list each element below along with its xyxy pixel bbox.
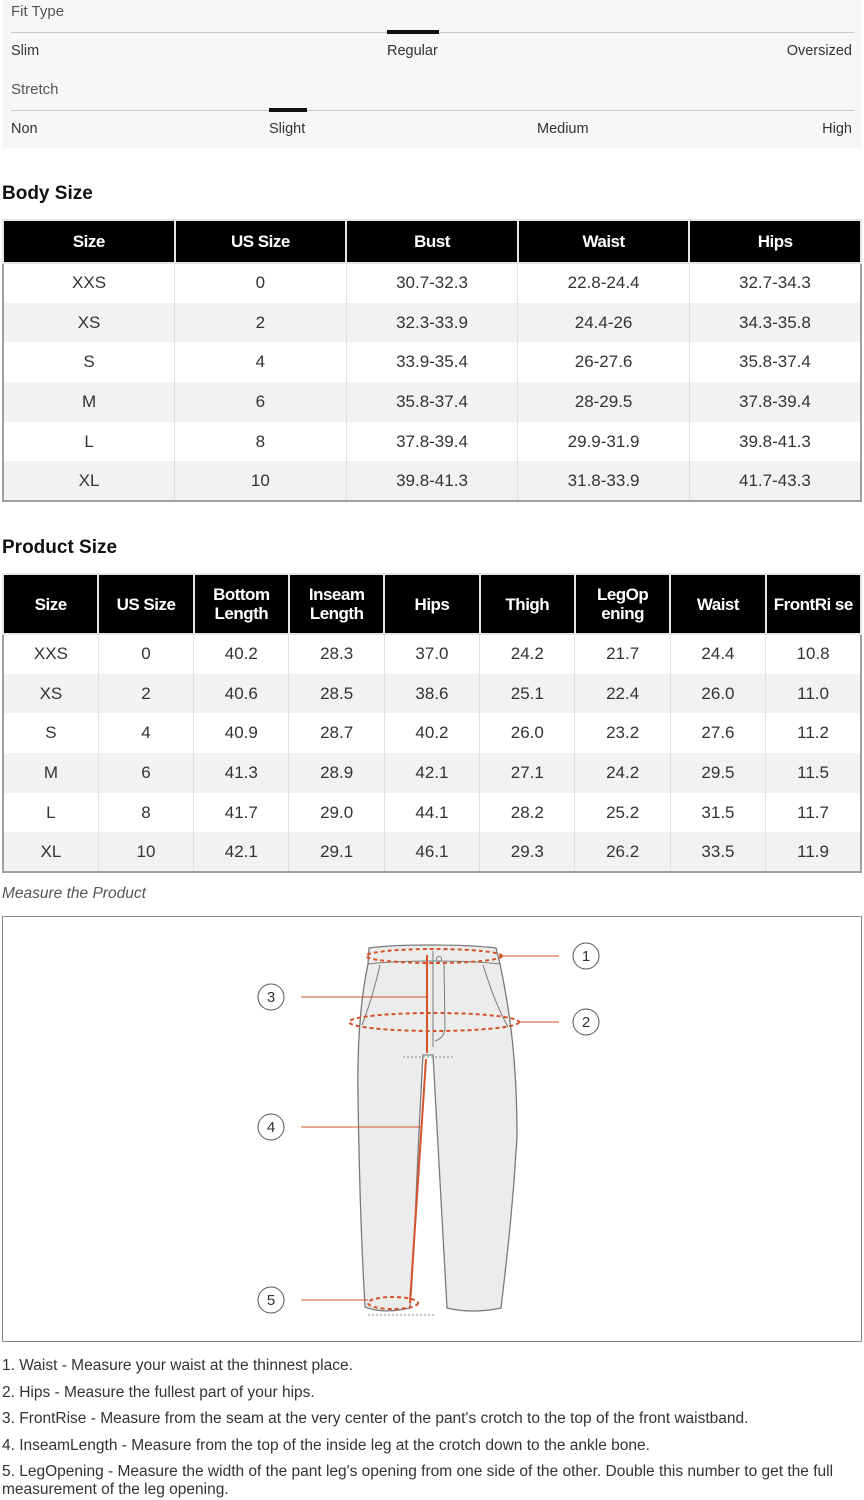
fit-type-marker	[387, 30, 439, 34]
stretch-scale	[11, 110, 854, 111]
table-cell: 40.2	[194, 634, 289, 674]
table-cell: 41.7	[194, 793, 289, 833]
table-cell: 24.2	[575, 753, 670, 793]
fit-type-title: Fit Type	[11, 3, 65, 20]
table-cell: XS	[3, 674, 98, 714]
callout-1	[573, 943, 599, 969]
table-cell: 28.7	[289, 713, 384, 753]
table-row	[3, 303, 861, 343]
table-row	[3, 342, 861, 382]
callout-5	[258, 1287, 284, 1313]
table-row	[3, 461, 861, 501]
table-cell: 37.8-39.4	[689, 382, 861, 422]
column-header: Hips	[689, 220, 861, 263]
table-cell: 30.7-32.3	[346, 263, 518, 303]
column-header: Size	[3, 220, 175, 263]
table-row	[3, 713, 861, 753]
table-cell: 40.6	[194, 674, 289, 714]
table-cell: XL	[3, 832, 98, 872]
pants-illustration	[358, 945, 517, 1311]
fit-stretch-panel	[2, 0, 862, 148]
note-inseam-length: 4. InseamLength - Measure from the top of the inside leg at the crotch down to the ankle bone.	[2, 1436, 650, 1454]
table-cell: 0	[175, 263, 347, 303]
table-cell: 28.3	[289, 634, 384, 674]
table-row	[3, 753, 861, 793]
svg-text:2: 2	[581, 1014, 591, 1031]
table-cell: 39.8-41.3	[346, 461, 518, 501]
table-header-row	[3, 220, 861, 263]
table-cell: 28.9	[289, 753, 384, 793]
table-cell: 22.8-24.4	[518, 263, 690, 303]
table-cell: M	[3, 382, 175, 422]
callout-2	[573, 1009, 599, 1035]
fit-option-oversized: Oversized	[786, 43, 852, 59]
table-cell: 32.3-33.9	[346, 303, 518, 343]
table-cell: 6	[98, 753, 193, 793]
column-header: FrontRi se	[766, 574, 861, 634]
table-cell: 29.1	[289, 832, 384, 872]
table-cell: 25.2	[575, 793, 670, 833]
table-row	[3, 634, 861, 674]
body-size-table	[2, 219, 862, 502]
table-cell: M	[3, 753, 98, 793]
table-cell: 4	[175, 342, 347, 382]
table-cell: 2	[98, 674, 193, 714]
table-cell: 24.4	[670, 634, 765, 674]
table-cell: 10	[175, 461, 347, 501]
table-cell: 24.2	[480, 634, 575, 674]
table-cell: 26-27.6	[518, 342, 690, 382]
table-cell: 2	[175, 303, 347, 343]
column-header: US Size	[175, 220, 347, 263]
table-cell: 44.1	[384, 793, 479, 833]
table-cell: 10	[98, 832, 193, 872]
table-row	[3, 422, 861, 462]
table-header-row	[3, 574, 861, 634]
table-cell: XXS	[3, 634, 98, 674]
table-cell: 26.0	[480, 713, 575, 753]
column-header: Bust	[346, 220, 518, 263]
table-row	[3, 263, 861, 303]
note-waist: 1. Waist - Measure your waist at the thinnest place.	[2, 1357, 353, 1374]
table-cell: 8	[175, 422, 347, 462]
table-cell: 33.5	[670, 832, 765, 872]
table-cell: 35.8-37.4	[689, 342, 861, 382]
stretch-title: Stretch	[11, 81, 59, 98]
note-front-rise: 3. FrontRise - Measure from the seam at the very center of the pant's crotch to the top of the front waistband.	[2, 1410, 749, 1427]
table-cell: 11.5	[766, 753, 861, 793]
table-cell: 42.1	[384, 753, 479, 793]
table-cell: XXS	[3, 263, 175, 303]
table-cell: 28.2	[480, 793, 575, 833]
table-cell: 11.7	[766, 793, 861, 833]
measure-diagram	[2, 916, 862, 1342]
table-cell: 32.7-34.3	[689, 263, 861, 303]
table-cell: 6	[175, 382, 347, 422]
table-cell: 40.2	[384, 713, 479, 753]
fit-option-regular: Regular	[387, 43, 438, 59]
column-header: Waist	[670, 574, 765, 634]
table-cell: 41.7-43.3	[689, 461, 861, 501]
measure-notes	[2, 1357, 852, 1500]
stretch-marker	[269, 108, 307, 112]
measure-caption: Measure the Product	[2, 885, 146, 902]
note-hips: 2. Hips - Measure the fullest part of your hips.	[2, 1383, 315, 1401]
product-size-table	[2, 573, 862, 873]
table-cell: 29.5	[670, 753, 765, 793]
table-row	[3, 793, 861, 833]
table-cell: 39.8-41.3	[689, 422, 861, 462]
table-cell: 28.5	[289, 674, 384, 714]
table-row	[3, 832, 861, 872]
table-cell: 31.8-33.9	[518, 461, 690, 501]
table-cell: 34.3-35.8	[689, 303, 861, 343]
table-cell: S	[3, 342, 175, 382]
table-cell: 37.8-39.4	[346, 422, 518, 462]
table-cell: L	[3, 793, 98, 833]
table-cell: 33.9-35.4	[346, 342, 518, 382]
svg-text:1: 1	[581, 948, 591, 965]
table-cell: 25.1	[480, 674, 575, 714]
table-cell: 22.4	[575, 674, 670, 714]
table-cell: 10.8	[766, 634, 861, 674]
column-header: Inseam Length	[289, 574, 384, 634]
stretch-option-non: Non	[11, 121, 38, 137]
table-row	[3, 674, 861, 714]
table-cell: XS	[3, 303, 175, 343]
table-cell: 46.1	[384, 832, 479, 872]
table-cell: 11.9	[766, 832, 861, 872]
table-cell: 27.6	[670, 713, 765, 753]
table-cell: XL	[3, 461, 175, 501]
column-header: Hips	[384, 574, 479, 634]
column-header: Waist	[518, 220, 690, 263]
table-cell: 11.0	[766, 674, 861, 714]
table-cell: 37.0	[384, 634, 479, 674]
table-cell: L	[3, 422, 175, 462]
table-cell: 28-29.5	[518, 382, 690, 422]
table-cell: S	[3, 713, 98, 753]
table-cell: 0	[98, 634, 193, 674]
table-cell: 24.4-26	[518, 303, 690, 343]
fit-option-slim: Slim	[11, 43, 40, 59]
column-header: Thigh	[480, 574, 575, 634]
table-cell: 4	[98, 713, 193, 753]
table-cell: 21.7	[575, 634, 670, 674]
table-cell: 27.1	[480, 753, 575, 793]
table-cell: 40.9	[194, 713, 289, 753]
table-cell: 29.0	[289, 793, 384, 833]
table-cell: 23.2	[575, 713, 670, 753]
svg-text:5: 5	[266, 1292, 276, 1309]
column-header: LegOp ening	[575, 574, 670, 634]
svg-text:3: 3	[266, 989, 276, 1006]
table-cell: 26.0	[670, 674, 765, 714]
stretch-option-medium: Medium	[537, 121, 589, 137]
product-size-title: Product Size	[2, 537, 118, 558]
table-cell: 8	[98, 793, 193, 833]
callout-3	[258, 984, 284, 1010]
table-row	[3, 382, 861, 422]
table-cell: 38.6	[384, 674, 479, 714]
column-header: Size	[3, 574, 98, 634]
body-size-title: Body Size	[2, 183, 93, 204]
callout-4	[258, 1114, 284, 1140]
column-header: US Size	[98, 574, 193, 634]
table-cell: 29.9-31.9	[518, 422, 690, 462]
stretch-option-slight: Slight	[269, 121, 306, 137]
stretch-option-high: High	[822, 121, 852, 137]
table-cell: 42.1	[194, 832, 289, 872]
table-cell: 29.3	[480, 832, 575, 872]
pants-diagram	[3, 917, 861, 1341]
table-cell: 41.3	[194, 753, 289, 793]
svg-text:4: 4	[266, 1119, 276, 1136]
table-cell: 26.2	[575, 832, 670, 872]
table-cell: 35.8-37.4	[346, 382, 518, 422]
column-header: Bottom Length	[194, 574, 289, 634]
table-cell: 11.2	[766, 713, 861, 753]
note-leg-opening: 5. LegOpening - Measure the width of the pant leg's opening from one side of the other. Double this number to get the full measurement of the leg opening.	[2, 1463, 834, 1498]
table-cell: 31.5	[670, 793, 765, 833]
